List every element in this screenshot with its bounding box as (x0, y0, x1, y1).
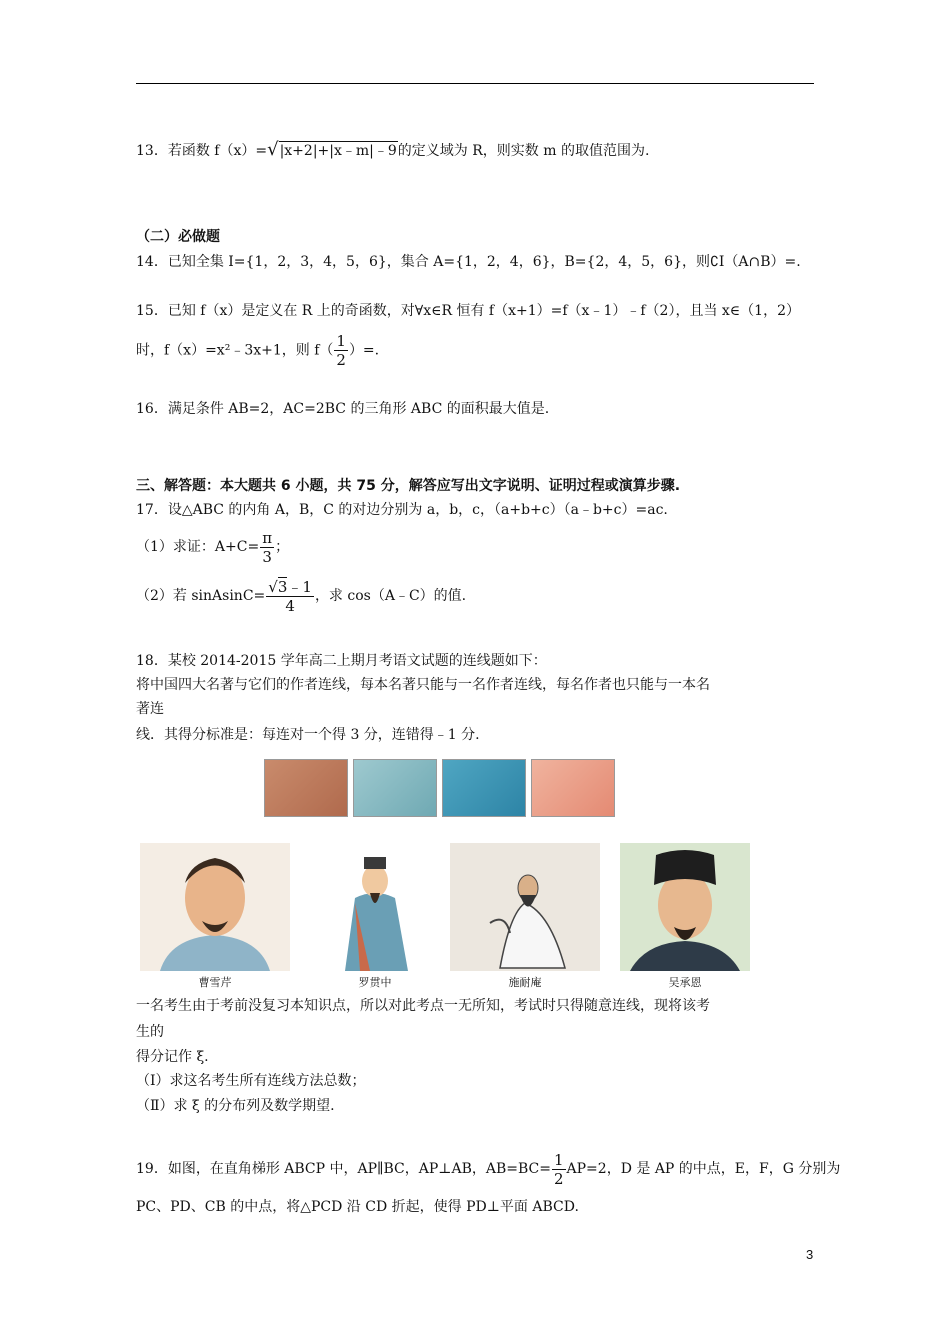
portrait-1 (140, 843, 290, 971)
author-name-1: 曹雪芹 (198, 976, 232, 989)
page-number: 3 (806, 1247, 814, 1262)
portrait-3 (450, 843, 600, 971)
question-18-line7: 得分记作 ξ. (136, 1049, 209, 1065)
question-19-line2: PC、PD、CB 的中点，将△PCD 沿 CD 折起，使得 PD⊥平面 ABCD. (136, 1199, 579, 1215)
author-name-3: 施耐庵 (508, 976, 542, 989)
question-16: 16．满足条件 AB=2，AC=2BC 的三角形 ABC 的面积最大值是. (136, 401, 550, 417)
header-rule (136, 83, 814, 84)
question-17-part2: （2）若 sinAsinC= $\frac{√3﹣1}{4}$ ，求 cos（A﹣C）的值. (136, 577, 467, 615)
question-18-line2: 将中国四大名著与它们的作者连线，每本名著只能与一名作者连线，每名作者也只能与一本名 (136, 677, 710, 693)
question-18-line6: 生的 (136, 1024, 164, 1040)
book-cover-1 (264, 759, 348, 817)
section-2-title: （二）必做题 (136, 229, 220, 245)
question-18-line5: 一名考生由于考前没复习本知识点，所以对此考点一无所知，考试时只得随意连线，现将该考 (136, 998, 710, 1014)
portrait-2 (300, 843, 450, 971)
question-15-line1: 15．已知 f（x）是定义在 R 上的奇函数，对∀x∈R 恒有 f（x+1）=f（x﹣1）﹣f（2），且当 x∈（1，2） (136, 303, 800, 319)
question-17-part1: （1）求证：A+C= $\frac{\pi}{3}$ ； (136, 528, 290, 566)
radicand: |x+2|+|x﹣m|﹣9 (279, 143, 397, 159)
portrait-4 (620, 843, 750, 971)
section-3-title: 三、解答题：本大题共 6 小题，共 75 分，解答应写出文字说明、证明过程或演算步骤. (136, 478, 681, 494)
question-18-line3: 著连 (136, 701, 164, 717)
question-15-line2: 时，f（x）=x²﹣3x+1，则 f（ $\frac{1}{2}$ ）=. (136, 332, 380, 369)
author-name-2: 罗贯中 (358, 976, 392, 989)
question-13: 13．若函数 f（x）=√|x+2|+|x﹣m|﹣9的定义域为 R，则实数 m 的取值范围为. (136, 139, 650, 160)
question-17-stem: 17．设△ABC 的内角 A，B，C 的对边分别为 a，b，c，（a+b+c）（a﹣b+c）=ac. (136, 502, 668, 518)
book-cover-4 (531, 759, 615, 817)
question-19-line1: 19．如图，在直角梯形 ABCP 中，AP∥BC，AP⊥AB，AB=BC= $\frac{1}{2}$ AP=2，D 是 AP 的中点，E，F，G 分别为 (136, 1150, 841, 1188)
author-portraits (140, 843, 760, 989)
book-cover-3 (442, 759, 526, 817)
question-18-part1: （Ⅰ）求这名考生所有连线方法总数； (136, 1073, 366, 1089)
book-cover-2 (353, 759, 437, 817)
fraction: $\frac{1}{2}$ (336, 332, 346, 369)
book-covers (264, 759, 614, 815)
question-18-part2: （Ⅱ）求 ξ 的分布列及数学期望. (136, 1098, 335, 1114)
author-name-4: 吴承恩 (668, 976, 702, 989)
question-18-line1: 18．某校 2014-2015 学年高二上期月考语文试题的连线题如下： (136, 653, 547, 669)
question-14: 14．已知全集 I={1，2，3，4，5，6}，集合 A={1，2，4，6}，B={2，4，5，6}，则∁I（A∩B）=. (136, 254, 801, 270)
question-18-line4: 线．其得分标准是：每连对一个得 3 分，连错得﹣1 分. (136, 727, 480, 743)
